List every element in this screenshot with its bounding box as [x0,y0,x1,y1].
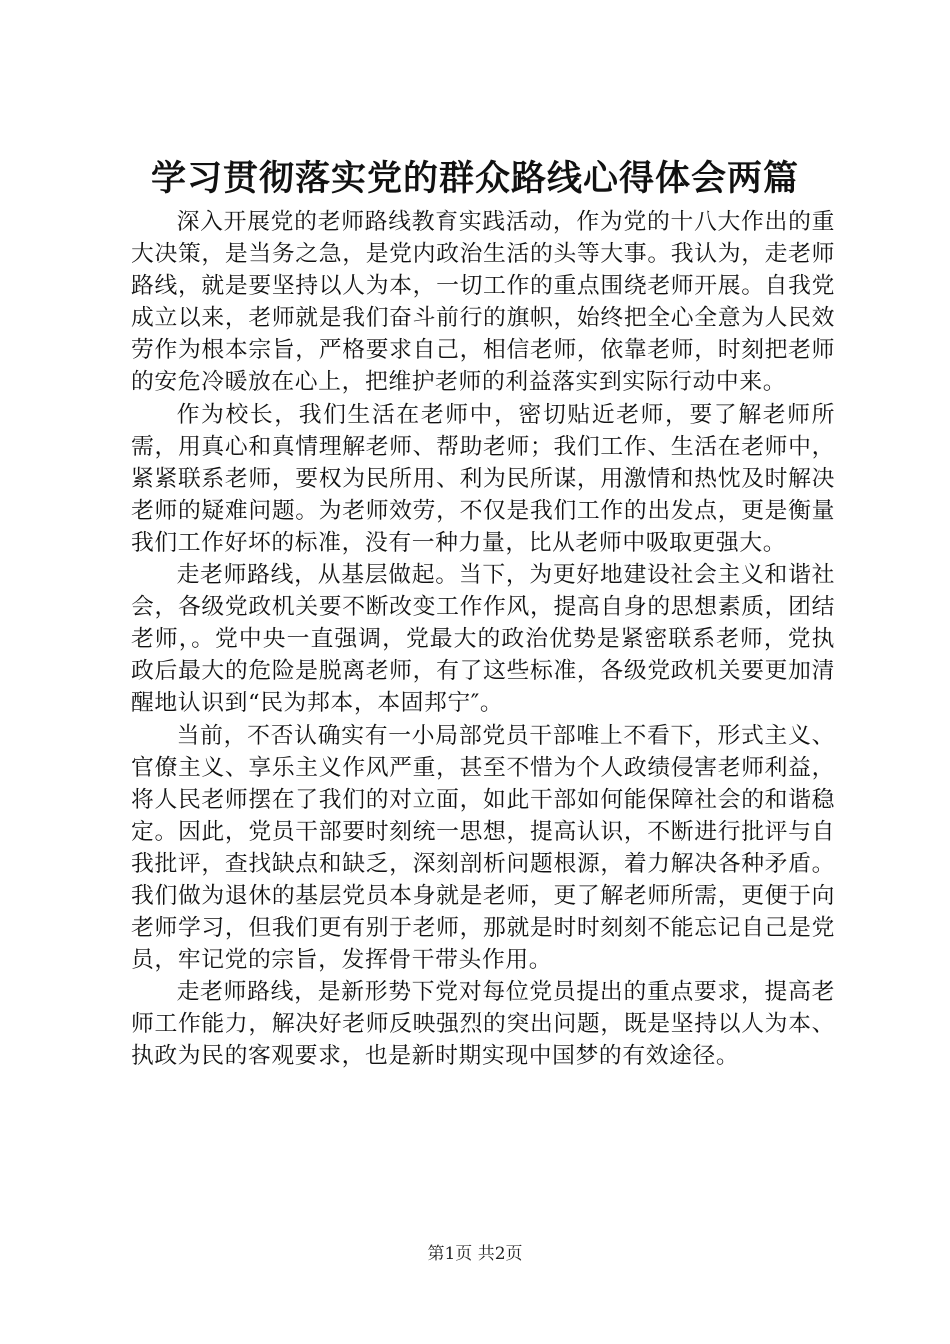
paragraph-4: 当前，不否认确实有一小局部党员干部唯上不看下，形式主义、官僚主义、享乐主义作风严重，甚至不惜为个人政绩侵害老师利益，将人民老师摆在了我们的对立面，如此干部如何能保障社会的和谐稳定。因此，党员干部要时刻统一思想，提高认识，不断进行批评与自我批评，查找缺点和缺乏，深刻剖析问题根源，着力解决各种矛盾。我们做为退休的基层党员本身就是老师，更了解老师所需，更便于向老师学习，但我们更有别于老师，那就是时时刻刻不能忘记自己是党员，牢记党的宗旨，发挥骨干带头作用。 [131,722,835,974]
paragraph-2: 作为校长，我们生活在老师中，密切贴近老师，要了解老师所需，用真心和真情理解老师、帮助老师；我们工作、生活在老师中，紧紧联系老师，要权为民所用、利为民所谋，用激情和热忱及时解决老师的疑难问题。为老师效劳，不仅是我们工作的出发点，更是衡量我们工作好坏的标准，没有一种力量，比从老师中吸取更强大。 [131,401,835,556]
document-body [131,206,835,1073]
paragraph-5: 走老师路线，是新形势下党对每位党员提出的重点要求，提高老师工作能力，解决好老师反映强烈的突出问题，既是坚持以人为本、执政为民的客观要求，也是新时期实现中国梦的有效途径。 [131,979,835,1070]
paragraph-1: 深入开展党的老师路线教育实践活动，作为党的十八大作出的重大决策，是当务之急，是党内政治生活的头等大事。我认为，走老师路线，就是要坚持以人为本，一切工作的重点围绕老师开展。自我党成立以来，老师就是我们奋斗前行的旗帜，始终把全心全意为人民效劳作为根本宗旨，严格要求自己，相信老师，依靠老师，时刻把老师的安危冷暖放在心上，把维护老师的利益落实到实际行动中来。 [131,209,835,396]
paragraph-3: 走老师路线，从基层做起。当下，为更好地建设社会主义和谐社会，各级党政机关要不断改变工作作风，提高自身的思想素质，团结老师，。党中央一直强调，党最大的政治优势是紧密联系老师，党执政后最大的危险是脱离老师，有了这些标准，各级党政机关要更加清醒地认识到“民为邦本，本固邦宁″。 [131,562,835,717]
document-title: 学习贯彻落实党的群众路线心得体会两篇 [150,159,799,199]
page-number-footer: 第1页 共2页 [427,1244,523,1264]
